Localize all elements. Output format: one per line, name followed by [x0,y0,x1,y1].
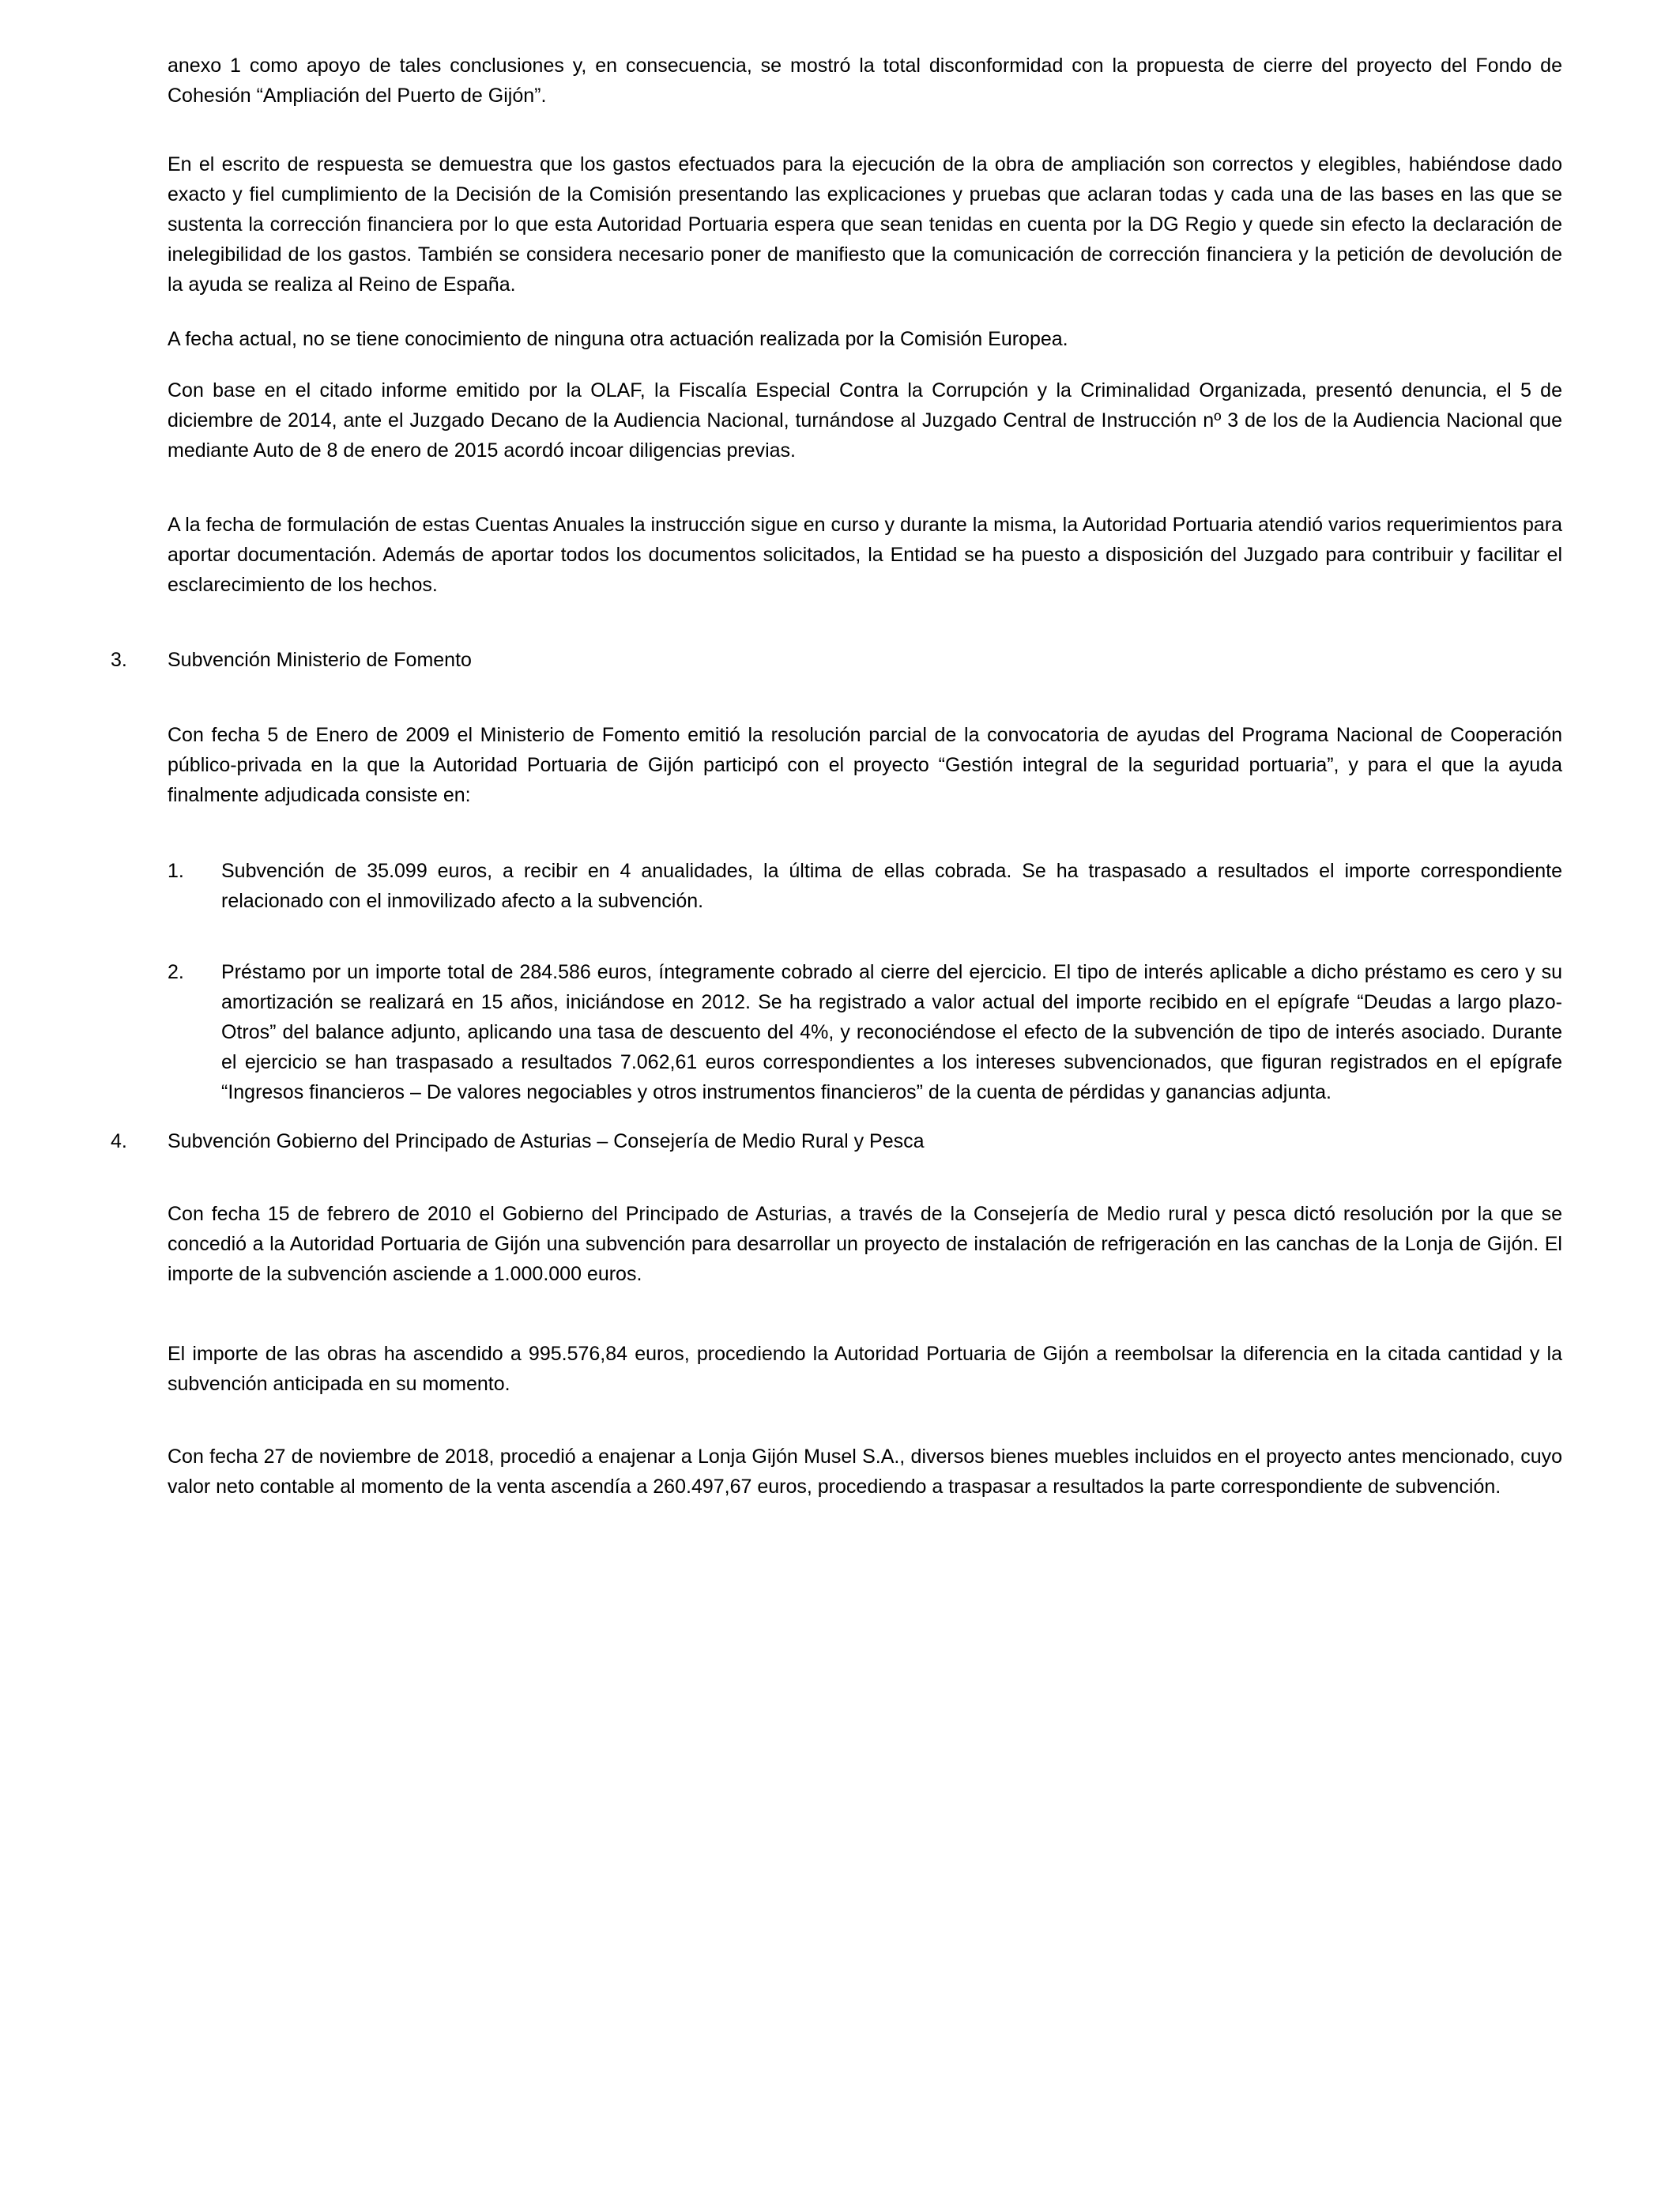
list-item-number: 1. [168,860,184,882]
section-number: 4. [111,1130,127,1152]
section-number: 3. [111,649,127,671]
paragraph-fecha-actual: A fecha actual, no se tiene conocimiento de ninguna otra actuación realizada por la Comisión Europea. [168,328,1068,350]
paragraph-informe-olaf: Con base en el citado informe emitido por la OLAF, la Fiscalía Especial Contra la Corrupción y la Criminalidad Organizada, presentó denuncia, el 5 de diciembre de 2014, ante el Juzgado Decano de la Audiencia Nacional, turnándose al Juzgado Central de Instrucción nº 3 de los de la Audiencia Nacional que mediante Auto de 8 de enero de 2015 acordó incoar diligencias previas. [168,379,1562,462]
paragraph-formulacion-cuentas: A la fecha de formulación de estas Cuentas Anuales la instrucción sigue en curso y durante la misma, la Autoridad Portuaria atendió varios requerimientos para aportar documentación. Además de aportar todos los documentos solicitados, la Entidad se ha puesto a disposición del Juzgado para contribuir y facilitar el esclarecimiento de los hechos. [168,514,1562,596]
paragraph-enajenacion-lonja: Con fecha 27 de noviembre de 2018, procedió a enajenar a Lonja Gijón Musel S.A., diversos bienes muebles incluidos en el proyecto antes mencionado, cuyo valor neto contable al momento de la venta ascendía a 260.497,67 euros, procediendo a traspasar a resultados la parte correspondiente de subvención. [168,1446,1562,1498]
paragraph-importe-obras: El importe de las obras ha ascendido a 995.576,84 euros, procediendo la Autoridad Portuaria de Gijón a reembolsar la diferencia en la citada cantidad y la subvención anticipada en su momento. [168,1343,1562,1395]
list-item-text: Subvención de 35.099 euros, a recibir en 4 anualidades, la última de ellas cobrada. Se ha traspasado a resultados el importe correspondiente relacionado con el inmovilizado afecto a la subvención. [221,860,1562,912]
list-item-text: Préstamo por un importe total de 284.586 euros, íntegramente cobrado al cierre del ejercicio. El tipo de interés aplicable a dicho préstamo es cero y su amortización se realizará en 15 años, iniciándose en 2012. Se ha registrado a valor actual del importe recibido en el epígrafe “Deudas a largo plazo-Otros” del balance adjunto, aplicando una tasa de descuento del 4%, y reconociéndose el efecto de la subvención de tipo de interés asociado. Durante el ejercicio se han traspasado a resultados 7.062,61 euros correspondientes a los intereses subvencionados, que figuran registrados en el epígrafe “Ingresos financieros – De valores negociables y otros instrumentos financieros” de la cuenta de pérdidas y ganancias adjunta. [221,961,1562,1103]
section-title: Subvención Gobierno del Principado de Asturias – Consejería de Medio Rural y Pesca [168,1130,925,1152]
list-item-2 [168,957,1562,1107]
list-item-1 [168,856,1562,916]
paragraph-principado-asturias: Con fecha 15 de febrero de 2010 el Gobierno del Principado de Asturias, a través de la Consejería de Medio rural y pesca dictó resolución por la que se concedió a la Autoridad Portuaria de Gijón una subvención para desarrollar un proyecto de instalación de refrigeración en las canchas de la Lonja de Gijón. El importe de la subvención asciende a 1.000.000 euros. [168,1203,1562,1285]
paragraph-ministerio-fomento: Con fecha 5 de Enero de 2009 el Ministerio de Fomento emitió la resolución parcial de la convocatoria de ayudas del Programa Nacional de Cooperación público-privada en la que la Autoridad Portuaria de Gijón participó con el proyecto “Gestión integral de la seguridad portuaria”, y para el que la ayuda finalmente adjudicada consiste en: [168,724,1562,806]
section-heading-4 [111,1126,1562,1156]
section-heading-3 [111,645,1562,675]
list-item-number: 2. [168,961,184,983]
section-title: Subvención Ministerio de Fomento [168,649,472,671]
paragraph-annex-continuation: anexo 1 como apoyo de tales conclusiones y, en consecuencia, se mostró la total disconformidad con la propuesta de cierre del proyecto del Fondo de Cohesión “Ampliación del Puerto de Gijón”. [168,55,1562,107]
paragraph-escrito-respuesta: En el escrito de respuesta se demuestra que los gastos efectuados para la ejecución de la obra de ampliación son correctos y elegibles, habiéndose dado exacto y fiel cumplimiento de la Decisión de la Comisión presentando las explicaciones y pruebas que aclaran todas y cada una de las bases en las que se sustenta la corrección financiera por lo que esta Autoridad Portuaria espera que sean tenidas en cuenta por la DG Regio y quede sin efecto la declaración de inelegibilidad de los gastos. También se considera necesario poner de manifiesto que la comunicación de corrección financiera y la petición de devolución de la ayuda se realiza al Reino de España. [168,153,1562,296]
